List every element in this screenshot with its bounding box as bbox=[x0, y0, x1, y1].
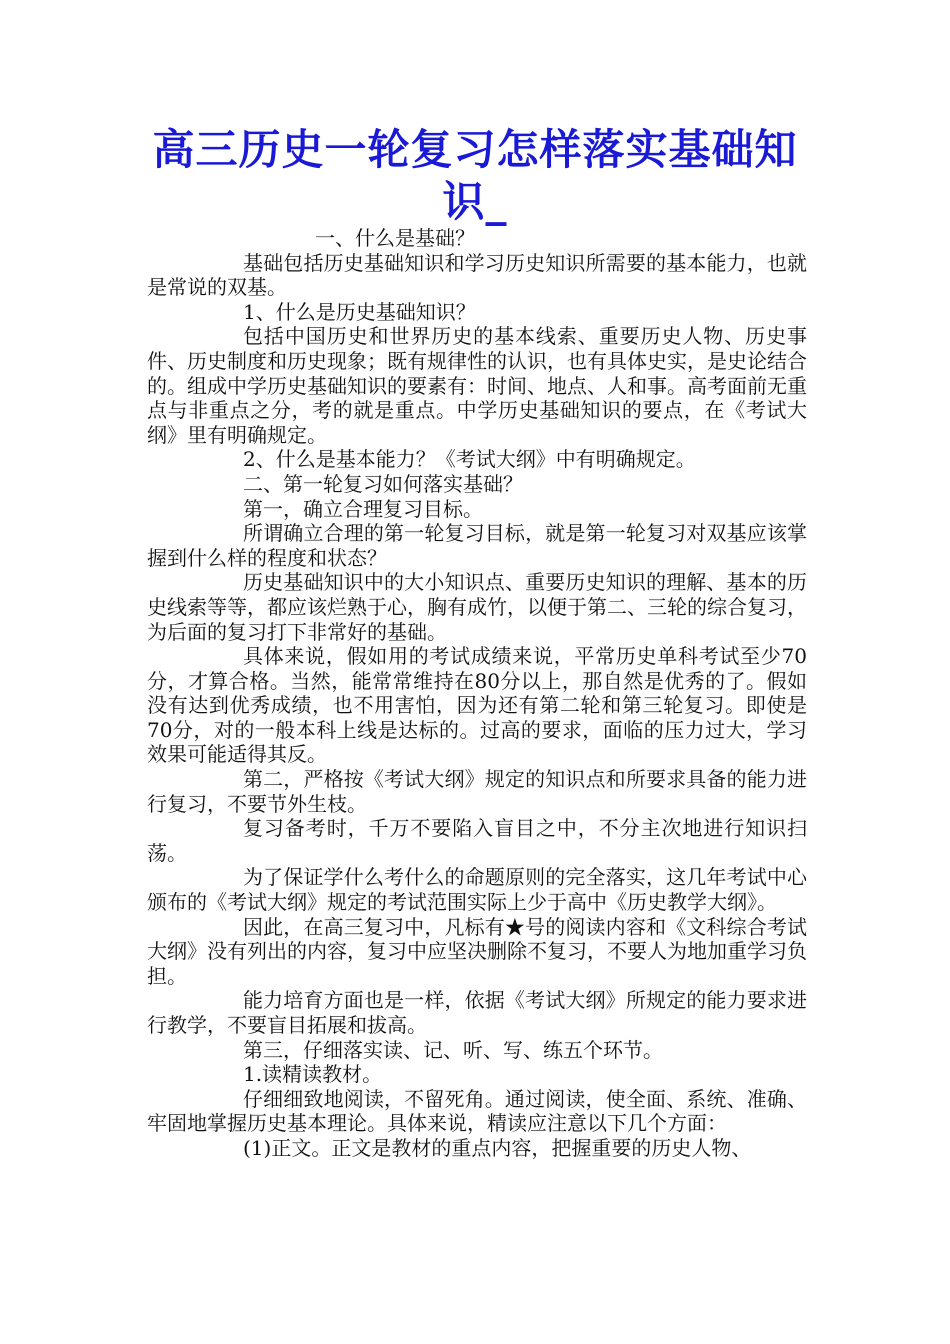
paragraph: 1、什么是历史基础知识？ bbox=[243, 299, 476, 324]
paragraph: 具体来说，假如用的考试成绩来说，平常历史单科考试至少70分，才算合格。当然，能常常维持在80分以上，那自然是优秀的了。假如没有达到优秀成绩，也不用害怕，因为还有第二轮和第三轮复习。即使是70分，对的一般本科上线是达标的。过高的要求，面临的压力过大，学习效果可能适得其反。 bbox=[147, 644, 807, 767]
paragraph: 所谓确立合理的第一轮复习目标，就是第一轮复习对双基应该掌握到什么样的程度和状态？ bbox=[147, 521, 807, 570]
paragraph: (1)正文。正文是教材的重点内容，把握重要的历史人物、 bbox=[243, 1135, 752, 1160]
paragraph: 历史基础知识中的大小知识点、重要历史知识的理解、基本的历史线索等等，都应该烂熟于心，胸有成竹，以便于第二、三轮的综合复习，为后面的复习打下非常好的基础。 bbox=[147, 570, 807, 644]
paragraph: 因此，在高三复习中，凡标有★号的阅读内容和《文科综合考试大纲》没有列出的内容，复习中应坚决删除不复习，不要人为地加重学习负担。 bbox=[147, 914, 807, 988]
paragraph: 第三，仔细落实读、记、听、写、练五个环节。 bbox=[243, 1037, 663, 1062]
document-body bbox=[147, 226, 807, 1161]
paragraph: 包括中国历史和世界历史的基本线索、重要历史人物、历史事件、历史制度和历史现象；既有规律性的认识，也有具体史实，是史论结合的。组成中学历史基础知识的要素有：时间、地点、人和事。高考面前无重点与非重点之分，考的就是重点。中学历史基础知识的要点，在《考试大纲》里有明确规定。 bbox=[147, 324, 807, 447]
paragraph: 能力培育方面也是一样，依据《考试大纲》所规定的能力要求进行教学，不要盲目拓展和拔高。 bbox=[147, 988, 807, 1037]
paragraph: 复习备考时，千万不要陷入盲目之中，不分主次地进行知识扫荡。 bbox=[147, 816, 807, 865]
paragraph: 第一，确立合理复习目标。 bbox=[243, 496, 483, 521]
paragraph: 仔细细致地阅读，不留死角。通过阅读，使全面、系统、准确、牢固地掌握历史基本理论。具体来说，精读应注意以下几个方面： bbox=[147, 1086, 807, 1136]
paragraph: 1.读精读教材。 bbox=[243, 1062, 383, 1087]
document-title: 高三历史一轮复习怎样落实基础知识_ bbox=[152, 125, 798, 226]
paragraph: 2、什么是基本能力？《考试大纲》中有明确规定。 bbox=[243, 447, 696, 472]
paragraph: 二、第一轮复习如何落实基础？ bbox=[243, 471, 523, 496]
paragraph: 基础包括历史基础知识和学习历史知识所需要的基本能力，也就是常说的双基。 bbox=[147, 250, 807, 300]
paragraph: 为了保证学什么考什么的命题原则的完全落实，这几年考试中心颁布的《考试大纲》规定的考试范围实际上少于高中《历史教学大纲》。 bbox=[147, 865, 807, 915]
paragraph: 第二，严格按《考试大纲》规定的知识点和所要求具备的能力进行复习，不要节外生枝。 bbox=[147, 767, 807, 816]
paragraph: 一、什么是基础？ bbox=[315, 226, 475, 250]
